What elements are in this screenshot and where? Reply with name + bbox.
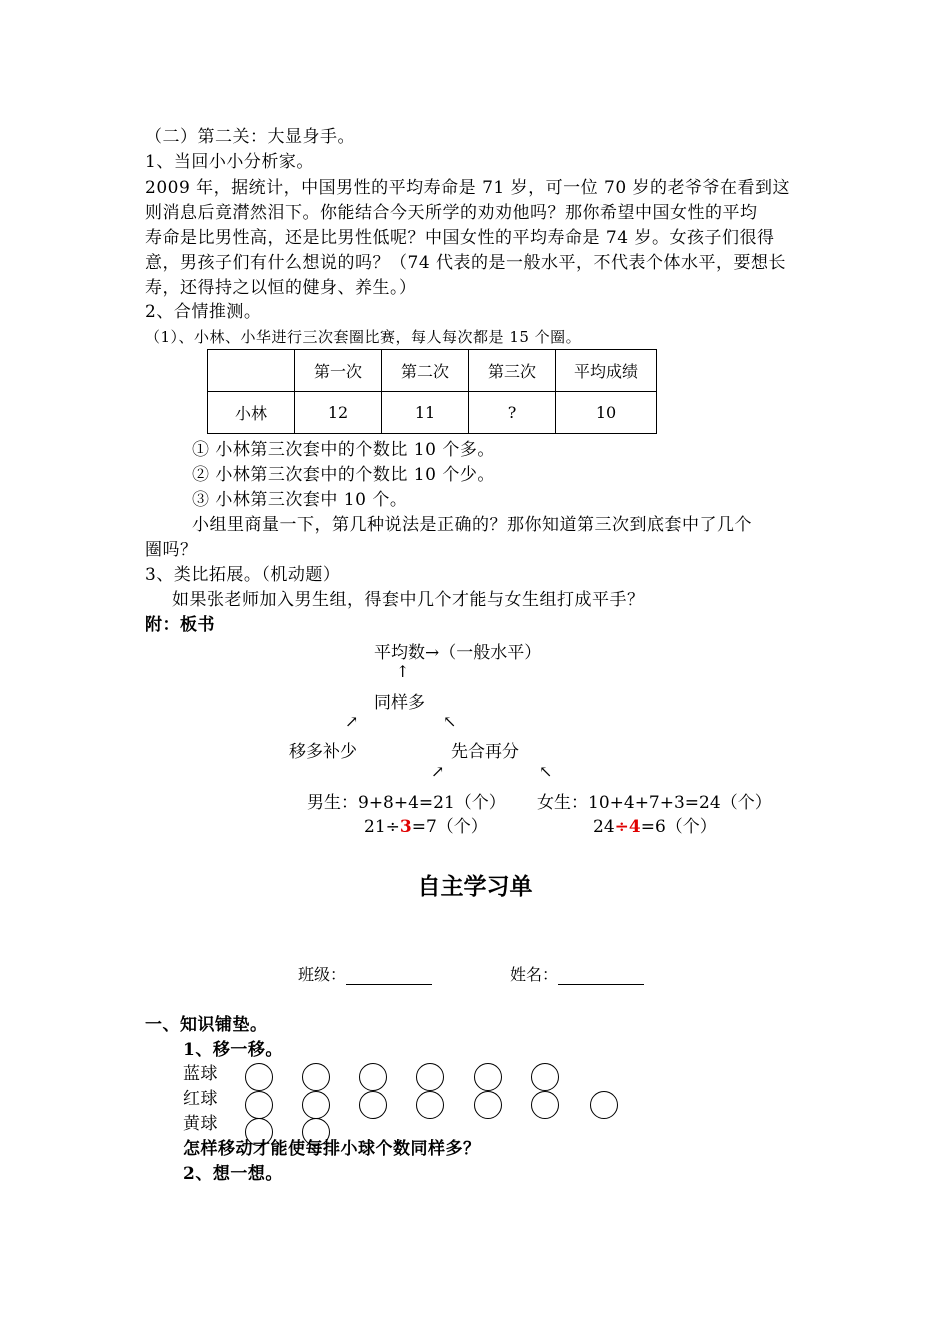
row-label-yellow: 黄球	[183, 1114, 218, 1134]
table-row	[208, 392, 657, 434]
table-cell: 平均成绩	[556, 350, 657, 392]
table-cell: 12	[295, 392, 382, 434]
blue-ball	[531, 1063, 559, 1091]
worksheet-title: 自主学习单	[417, 874, 533, 900]
item2-title: 2、合情推测。	[145, 302, 262, 322]
red-ball	[359, 1091, 387, 1119]
girls-div-b: =6（个）	[640, 817, 717, 837]
blue-ball	[245, 1063, 273, 1091]
row-label-red: 红球	[183, 1089, 218, 1109]
arrow-ne-icon: ↗	[431, 762, 445, 781]
table-cell	[208, 350, 295, 392]
row-label-blue: 蓝球	[183, 1064, 218, 1084]
red-ball	[416, 1091, 444, 1119]
blue-ball	[474, 1063, 502, 1091]
discussion-line: 小组里商量一下，第几种说法是正确的？那你知道第三次到底套中了几个	[192, 515, 752, 535]
boys-division	[364, 812, 488, 837]
paragraph-line: 2009 年，据统计，中国男性的平均寿命是 71 岁，可一位 70 岁的老爷爷在看到这	[145, 178, 791, 198]
girls-sum-text: 10+4+7+3=24（个）	[588, 793, 772, 813]
class-field	[298, 962, 432, 985]
discussion-line: 圈吗？	[145, 540, 198, 560]
name-label: 姓名：	[510, 965, 559, 984]
sub-question-1: （1）、小林、小华进行三次套圈比赛，每人每次都是 15 个圈。	[145, 328, 582, 346]
name-blank[interactable]	[558, 966, 644, 985]
q2-title: 2、想一想。	[183, 1164, 283, 1184]
table-cell: 第一次	[295, 350, 382, 392]
blue-ball	[359, 1063, 387, 1091]
arrow-right-icon: →	[425, 643, 440, 663]
blue-ball	[416, 1063, 444, 1091]
paragraph-line: 意，男孩子们有什么想说的吗？（74 代表的是一般水平，不代表个体水平，要想长	[145, 253, 787, 273]
boys-sum	[307, 788, 506, 813]
board-same: 同样多	[374, 693, 425, 713]
red-ball	[531, 1091, 559, 1119]
class-label: 班级：	[298, 965, 347, 984]
boys-div-a: 21÷	[364, 817, 400, 837]
table-cell: 小林	[208, 392, 295, 434]
paragraph-line: 寿命是比男性高，还是比男性低呢？中国女性的平均寿命是 74 岁。女孩子们很得	[145, 228, 775, 248]
option-1: ① 小林第三次套中的个数比 10 个多。	[192, 440, 495, 460]
section-heading: （二）第二关：大显身手。	[145, 127, 355, 147]
arrow-ne-icon: ↗	[345, 712, 359, 731]
arrow-nw-icon: ↖	[539, 762, 553, 781]
boys-sum-text: 9+8+4=21（个）	[358, 793, 506, 813]
item3-title: 3、类比拓展。（机动题）	[145, 565, 341, 585]
boys-div-red: 3	[399, 817, 412, 837]
girls-sum	[537, 788, 772, 813]
girls-division	[593, 812, 717, 837]
table-cell: ?	[469, 392, 556, 434]
table-cell: 11	[382, 392, 469, 434]
board-label: 附：板书	[145, 615, 215, 635]
red-ball	[474, 1091, 502, 1119]
girls-div-a: 24	[593, 817, 615, 837]
blue-ball	[302, 1063, 330, 1091]
girls-div-red: ÷4	[614, 817, 641, 837]
table-cell: 第三次	[469, 350, 556, 392]
class-blank[interactable]	[346, 966, 432, 985]
part1-title: 一、知识铺垫。	[145, 1015, 268, 1035]
board-move: 移多补少	[289, 742, 357, 762]
option-3: ③ 小林第三次套中 10 个。	[192, 490, 408, 510]
boys-label: 男生：	[307, 793, 358, 813]
average-note: （一般水平）	[439, 643, 542, 663]
arrow-nw-icon: ↖	[443, 712, 457, 731]
red-ball	[590, 1091, 618, 1119]
table-cell: 10	[556, 392, 657, 434]
paragraph-line: 寿，还得持之以恒的健身、养生。）	[145, 278, 417, 298]
average-text: 平均数	[374, 643, 425, 663]
score-table	[207, 349, 657, 434]
red-ball	[245, 1091, 273, 1119]
board-average	[374, 638, 541, 663]
arrow-up-icon: ↑	[396, 662, 410, 681]
name-field	[510, 962, 644, 985]
move-question: 怎样移动才能使每排小球个数同样多？	[183, 1139, 481, 1159]
boys-div-b: =7（个）	[411, 817, 488, 837]
girls-label: 女生：	[537, 793, 588, 813]
item3-text: 如果张老师加入男生组，得套中几个才能与女生组打成平手？	[172, 590, 645, 610]
table-header-row	[208, 350, 657, 392]
board-combine: 先合再分	[451, 742, 519, 762]
item1-title: 1、当回小小分析家。	[145, 152, 314, 172]
red-ball	[302, 1091, 330, 1119]
table-cell: 第二次	[382, 350, 469, 392]
paragraph-line: 则消息后竟潸然泪下。你能结合今天所学的劝劝他吗？那你希望中国女性的平均	[145, 203, 758, 223]
q1-title: 1、移一移。	[183, 1040, 283, 1060]
option-2: ② 小林第三次套中的个数比 10 个少。	[192, 465, 495, 485]
